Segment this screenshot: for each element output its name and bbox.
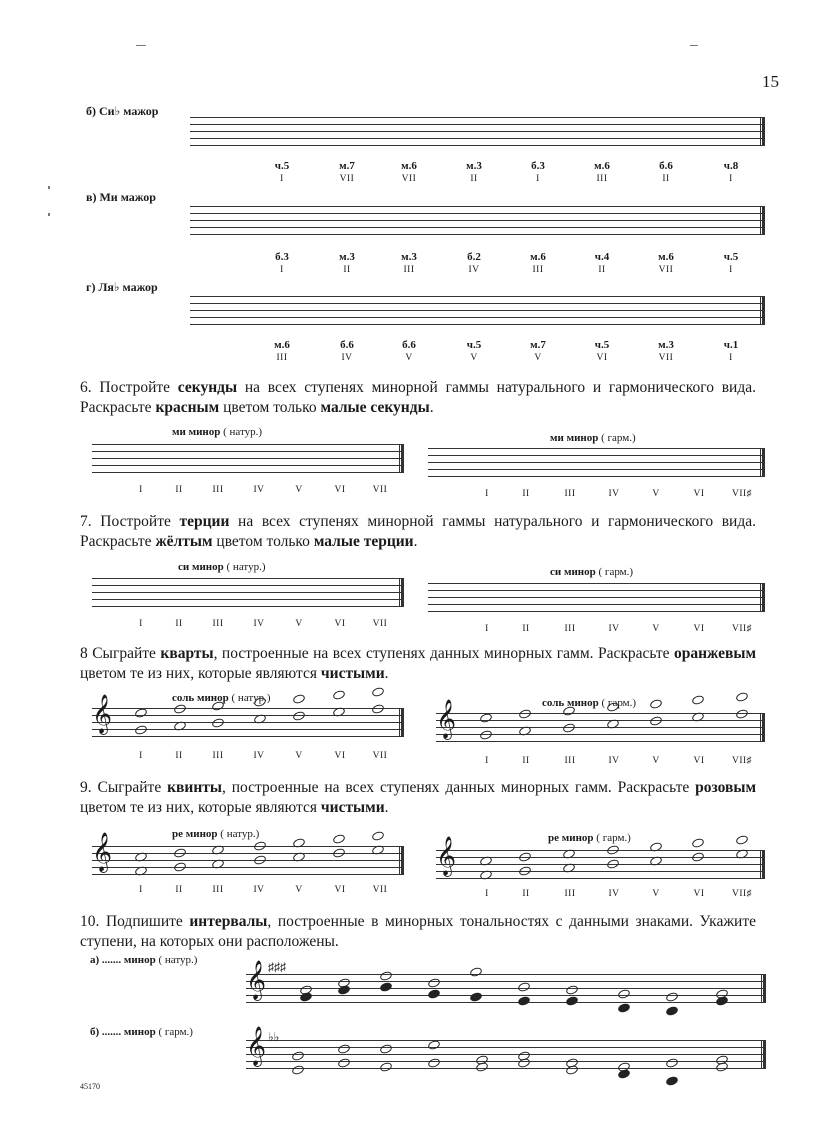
degree-label: I: [139, 485, 143, 495]
degree-label: II: [522, 624, 530, 634]
note-head: [649, 698, 663, 710]
degree-label: VII: [658, 353, 674, 363]
degree-label: III: [596, 174, 608, 184]
task10-a-label: а) ....... минор ( натур.): [90, 954, 198, 966]
interval-label: б.6: [340, 339, 354, 351]
note-head: [332, 689, 346, 701]
degree-label: II: [175, 619, 183, 629]
exercise-label-b: б) Си♭ мажор: [86, 104, 159, 118]
degree-label: I: [280, 265, 284, 275]
degree-label: VI: [596, 353, 608, 363]
staff-5g: [190, 296, 765, 324]
degree-label: III: [403, 265, 415, 275]
degree-label: VII♯: [732, 889, 752, 899]
interval-label: б.6: [659, 160, 673, 172]
treble-clef-icon: 𝄞: [246, 1028, 267, 1065]
note-head: [665, 1075, 679, 1087]
task10-b-label: б) ....... минор ( гарм.): [90, 1026, 193, 1038]
degree-label: VI: [693, 889, 705, 899]
degree-label: V: [652, 889, 660, 899]
interval-label: ч.1: [723, 339, 739, 351]
staff-5b: [190, 117, 765, 145]
interval-label: б.3: [275, 251, 289, 263]
interval-label: м.6: [594, 160, 610, 172]
exercise-label-g: г) Ля♭ мажор: [86, 280, 158, 294]
degree-label: V: [652, 756, 660, 766]
degree-label: I: [139, 751, 143, 761]
degree-label: III: [532, 265, 544, 275]
degree-label: VII: [372, 885, 388, 895]
degree-label: I: [485, 889, 489, 899]
staff-6-right: [428, 448, 765, 476]
degree-label: I: [729, 353, 733, 363]
degree-label: IV: [253, 751, 265, 761]
degree-label: IV: [608, 889, 620, 899]
degree-label: VI: [334, 885, 346, 895]
task9-left-title: ре минор ( натур.): [172, 828, 260, 840]
staff-5v: [190, 206, 765, 234]
degree-label: II: [522, 756, 530, 766]
degree-label: VII: [372, 751, 388, 761]
degree-label: VI: [334, 619, 346, 629]
degree-label: VI: [334, 751, 346, 761]
scan-mark: [48, 213, 50, 216]
interval-label: м.6: [530, 251, 546, 263]
degree-label: V: [295, 485, 303, 495]
note-head: [665, 1005, 679, 1017]
degree-label: VII♯: [732, 489, 752, 499]
task6-left-title: ми минор ( натур.): [172, 426, 263, 438]
note-head: [691, 837, 705, 849]
degree-label: V: [405, 353, 413, 363]
degree-label: I: [485, 489, 489, 499]
degree-label: I: [280, 174, 284, 184]
degree-label: II: [470, 174, 478, 184]
interval-label: ч.8: [723, 160, 739, 172]
degree-label: II: [522, 889, 530, 899]
exercise-label-v: в) Ми мажор: [86, 190, 156, 204]
scan-mark: [690, 45, 698, 46]
note-head: [691, 694, 705, 706]
degree-label: V: [652, 489, 660, 499]
scan-mark: [48, 186, 50, 189]
note-head: [371, 686, 385, 698]
task8-right-title: соль минор ( гарм.): [542, 697, 637, 709]
note-head: [735, 691, 749, 703]
degree-label: III: [212, 619, 224, 629]
treble-clef-icon: 𝄞: [436, 701, 457, 738]
treble-clef-icon: 𝄞: [92, 696, 113, 733]
degree-label: I: [139, 885, 143, 895]
degree-label: III: [564, 624, 576, 634]
degree-label: IV: [608, 756, 620, 766]
interval-label: м.7: [530, 339, 546, 351]
flat-icon: ♭♭: [268, 1030, 280, 1044]
degree-label: III: [212, 751, 224, 761]
treble-clef-icon: 𝄞: [436, 838, 457, 875]
degree-label: IV: [253, 619, 265, 629]
note-head: [292, 693, 306, 705]
sharp-icon: ♯♯♯: [268, 960, 286, 974]
degree-label: I: [729, 174, 733, 184]
treble-clef-icon: 𝄞: [246, 962, 267, 999]
degree-label: V: [295, 619, 303, 629]
interval-label: м.3: [658, 339, 674, 351]
degree-label: VI: [693, 489, 705, 499]
degree-label: VII: [372, 619, 388, 629]
page-number: 15: [762, 72, 779, 91]
note-head: [332, 833, 346, 845]
degree-label: II: [522, 489, 530, 499]
task-7-text: 7. Постройте терции на всех ступенях минорной гаммы натурального и гармонического вида. Раскрасьте жёлтым цветом только малые терции.: [80, 513, 756, 550]
task7-left-title: си минор ( натур.): [178, 561, 266, 573]
degree-label: VII: [372, 485, 388, 495]
staff-10b: [246, 1040, 766, 1068]
degree-label: I: [485, 756, 489, 766]
interval-label: м.6: [658, 251, 674, 263]
degree-label: VI: [693, 756, 705, 766]
degree-label: II: [662, 174, 670, 184]
degree-label: V: [470, 353, 478, 363]
interval-label: ч.4: [594, 251, 610, 263]
task-8-text: 8 Сыграйте кварты, построенные на всех ступенях данных минорных гамм. Раскрасьте оранжевым цветом те из них, которые являются чистыми.: [80, 645, 756, 682]
degree-label: III: [564, 889, 576, 899]
note-head: [735, 834, 749, 846]
degree-label: VII♯: [732, 624, 752, 634]
interval-label: б.2: [467, 251, 481, 263]
interval-label: м.3: [339, 251, 355, 263]
interval-label: б.6: [402, 339, 416, 351]
degree-label: V: [295, 885, 303, 895]
degree-label: IV: [253, 885, 265, 895]
degree-label: IV: [608, 489, 620, 499]
degree-label: II: [598, 265, 606, 275]
degree-label: VII: [401, 174, 417, 184]
interval-label: ч.5: [466, 339, 482, 351]
degree-label: III: [212, 485, 224, 495]
degree-label: III: [212, 885, 224, 895]
degree-label: IV: [253, 485, 265, 495]
interval-label: б.3: [531, 160, 545, 172]
degree-label: I: [139, 619, 143, 629]
interval-label: м.6: [274, 339, 290, 351]
degree-label: II: [175, 751, 183, 761]
scan-mark: [136, 45, 146, 46]
degree-label: VII♯: [732, 756, 752, 766]
interval-label: ч.5: [723, 251, 739, 263]
degree-label: V: [295, 751, 303, 761]
interval-label: м.6: [401, 160, 417, 172]
degree-label: IV: [608, 624, 620, 634]
degree-label: III: [564, 756, 576, 766]
footer-code: 45170: [80, 1082, 100, 1091]
treble-clef-icon: 𝄞: [92, 834, 113, 871]
degree-label: I: [536, 174, 540, 184]
staff-7-left: [92, 578, 404, 606]
interval-label: м.3: [401, 251, 417, 263]
degree-label: V: [652, 624, 660, 634]
degree-label: VI: [693, 624, 705, 634]
staff-10a: [246, 974, 766, 1002]
staff-7-right: [428, 583, 765, 611]
staff-6-left: [92, 444, 404, 472]
degree-label: III: [564, 489, 576, 499]
degree-label: I: [729, 265, 733, 275]
interval-label: ч.5: [274, 160, 290, 172]
interval-label: м.7: [339, 160, 355, 172]
degree-label: II: [175, 885, 183, 895]
degree-label: III: [276, 353, 288, 363]
degree-label: II: [175, 485, 183, 495]
task-10-text: 10. Подпишите интервалы, построенные в минорных тональностях с данными знаками. Укажите ступени, на которых они расположены.: [80, 913, 756, 950]
degree-label: V: [534, 353, 542, 363]
task8-left-title: соль минор ( натур.): [172, 692, 271, 704]
interval-label: ч.5: [594, 339, 610, 351]
note-head: [371, 830, 385, 842]
task7-right-title: си минор ( гарм.): [550, 566, 634, 578]
degree-label: VII: [658, 265, 674, 275]
degree-label: IV: [468, 265, 480, 275]
degree-label: IV: [341, 353, 353, 363]
task6-right-title: ми минор ( гарм.): [550, 432, 636, 444]
degree-label: I: [485, 624, 489, 634]
degree-label: VI: [334, 485, 346, 495]
task-6-text: 6. Постройте секунды на всех ступенях минорной гаммы натурального и гармонического вида. Раскрасьте красным цветом только малые секунды.: [80, 379, 756, 416]
note-head: [617, 1002, 631, 1014]
degree-label: II: [343, 265, 351, 275]
degree-label: VII: [339, 174, 355, 184]
task-9-text: 9. Сыграйте квинты, построенные на всех ступенях данных минорных гамм. Раскрасьте розовым цветом те из них, которые являются чистыми.: [80, 779, 757, 816]
interval-label: м.3: [466, 160, 482, 172]
task9-right-title: ре минор ( гарм.): [548, 832, 631, 844]
